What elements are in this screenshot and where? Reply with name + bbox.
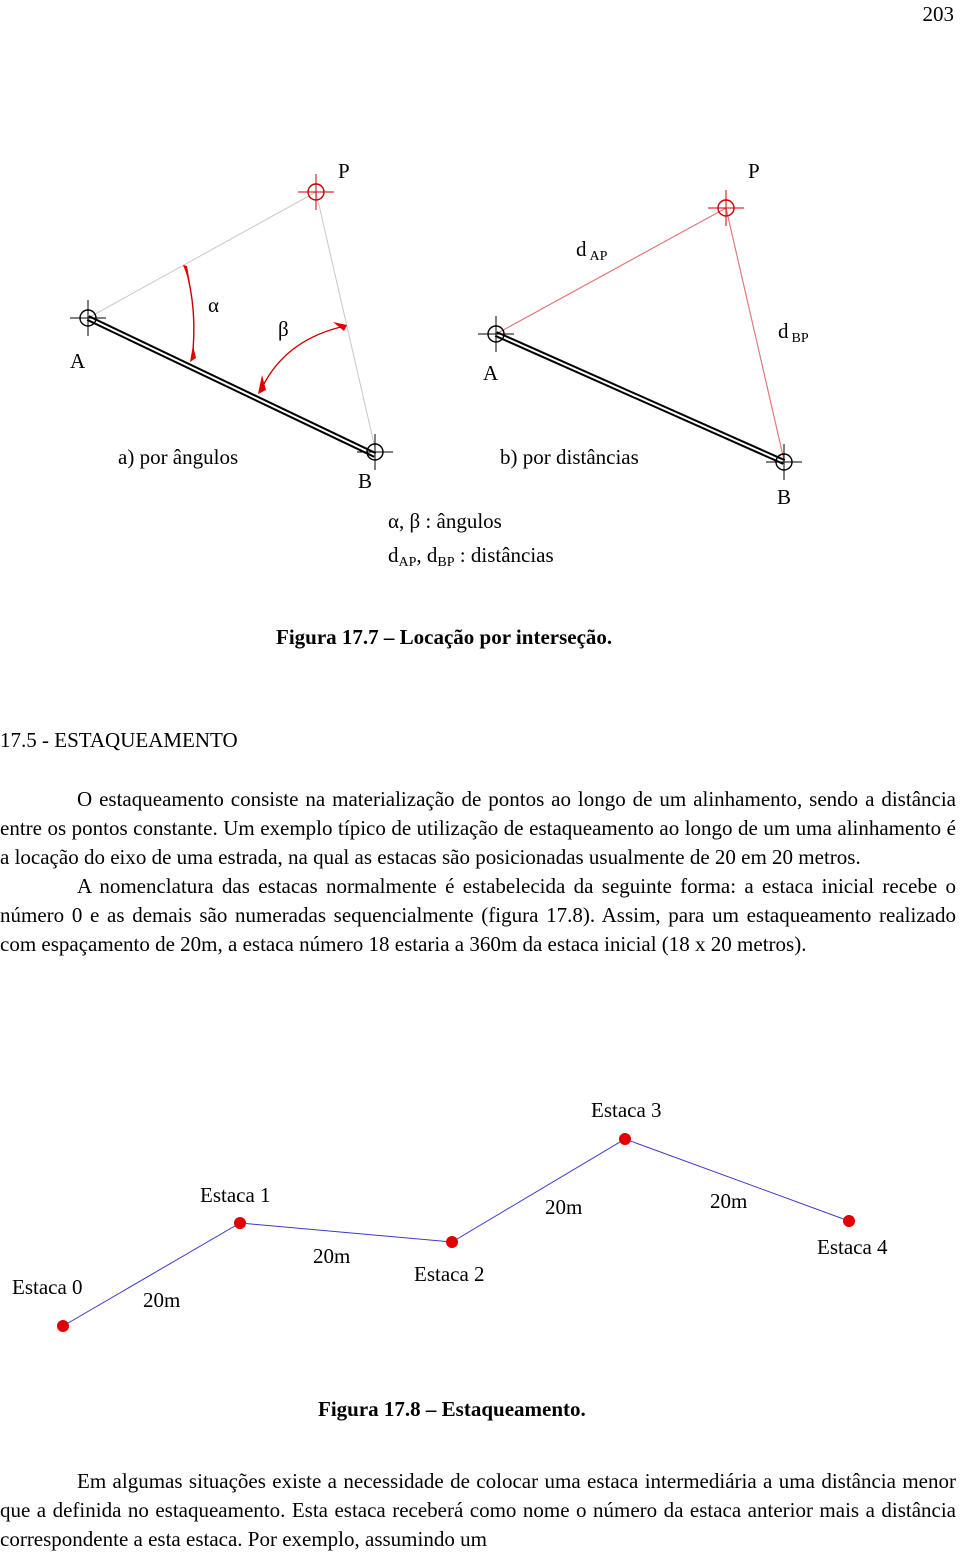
label-estaca-1: Estaca 1: [200, 1183, 271, 1207]
stake-marker-0: [57, 1320, 69, 1332]
label-estaca-0: Estaca 0: [12, 1275, 83, 1299]
label-p-left: P: [338, 159, 350, 183]
label-b-right: B: [777, 485, 792, 509]
stake-marker-2: [446, 1236, 458, 1248]
section-heading: 17.5 - ESTAQUEAMENTO: [0, 728, 238, 752]
figure-17-7-caption: Figura 17.7 – Locação por interseção.: [276, 625, 613, 649]
label-p-right: P: [748, 159, 760, 183]
figure-17-8-caption: Figura 17.8 – Estaqueamento.: [318, 1397, 586, 1421]
paragraph-3: Em algumas situações existe a necessidade de colocar uma estaca intermediária a uma distância menor que a definida no estaqueamento. Esta estaca receberá como nome o número da estaca anterior mais a distância correspondente a esta estaca. Por exemplo, assumindo um: [0, 1469, 956, 1551]
label-segment-1: 20m: [143, 1288, 181, 1312]
label-segment-4: 20m: [710, 1189, 748, 1213]
stake-marker-4: [843, 1215, 855, 1227]
stake-marker-1: [234, 1217, 246, 1229]
legend-angles: α, β : ângulos: [388, 509, 502, 533]
body-text-2: [0, 1467, 956, 1554]
label-estaca-3: Estaca 3: [591, 1098, 662, 1122]
label-b-left: B: [358, 469, 373, 493]
subcaption-b: b) por distâncias: [500, 445, 639, 469]
label-estaca-4: Estaca 4: [817, 1235, 888, 1259]
paragraph-1: O estaqueamento consiste na materialização de pontos ao longo de um alinhamento, sendo a distância entre os pontos constante. Um exemplo típico de utilização de estaqueamento ao longo de um uma alinhamento é a locação do eixo de uma estrada, na qual as estacas são posicionadas usualmente de 20 em 20 metros.: [0, 787, 956, 869]
label-d-bp: dBP: [778, 319, 809, 346]
label-beta: β: [278, 317, 289, 341]
stakeout-alignment-line: [63, 1139, 849, 1326]
label-d-ap: dAP: [576, 237, 608, 264]
label-a-left: A: [70, 349, 86, 373]
subcaption-a: a) por ângulos: [118, 445, 239, 469]
stake-marker-3: [619, 1133, 631, 1145]
legend-distances: dAP, dBP : distâncias: [388, 543, 554, 570]
label-alpha: α: [208, 293, 220, 317]
paragraph-2: A nomenclatura das estacas normalmente é estabelecida da seguinte forma: a estaca inicial recebe o número 0 e as demais são numeradas sequencialmente (figura 17.8). Assim, para um estaqueamento realizado com espaçamento de 20m, a estaca número 18 estaria a 360m da estaca inicial (18 x 20 metros).: [0, 874, 956, 956]
label-segment-2: 20m: [313, 1244, 351, 1268]
label-estaca-2: Estaca 2: [414, 1262, 485, 1286]
label-segment-3: 20m: [545, 1195, 583, 1219]
page-number: 203: [922, 2, 954, 26]
label-a-right: A: [483, 361, 499, 385]
